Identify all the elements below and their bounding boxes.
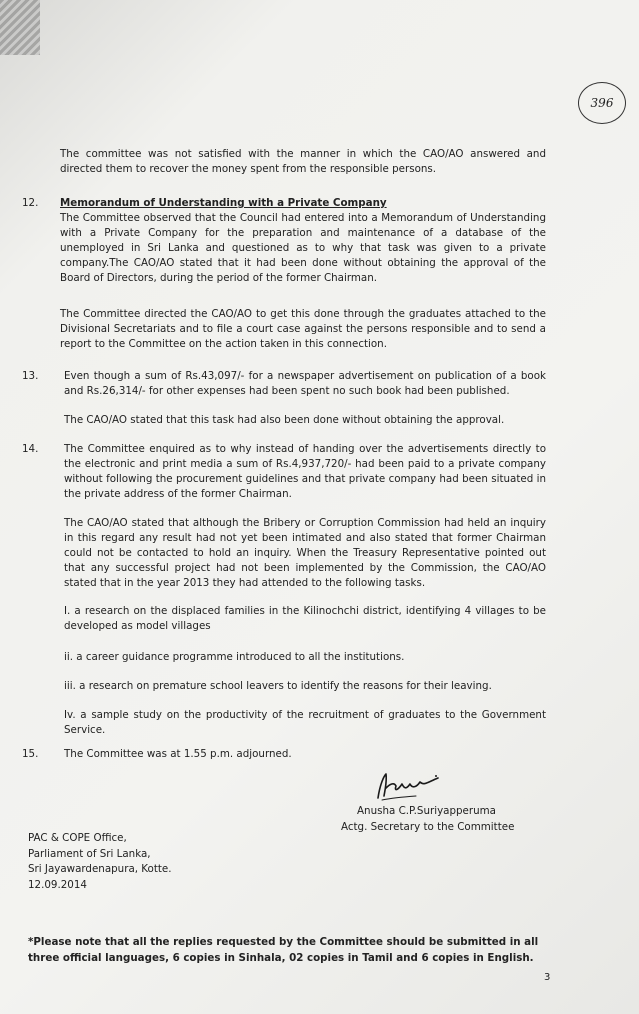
task-item: iii. a research on premature school leavers to identify the reasons for their leaving. — [64, 680, 492, 692]
address-line: Parliament of Sri Lanka, — [28, 847, 151, 860]
item-paragraph: The Committee enquired as to why instead of handing over the advertisements directly to the electronic and print media a sum of Rs.4,937,720/- had been paid to a private company without following the procurement guidelines and that private company had been situated in the private address of the former Chairman. — [64, 443, 546, 500]
task-item: Iv. a sample study on the productivity of the recruitment of graduates to the Government Service. — [64, 709, 546, 736]
item-number: 15. — [22, 748, 39, 760]
item-number: 14. — [22, 443, 39, 455]
intro-paragraph: The committee was not satisfied with the manner in which the CAO/AO answered and directed them to recover the money spent from the responsible persons. — [60, 148, 546, 175]
item-paragraph: The CAO/AO stated that this task had also been done without obtaining the approval. — [64, 414, 505, 426]
page-stamp-number: 396 — [590, 96, 614, 110]
item-number: 12. — [22, 197, 39, 209]
task-item: I. a research on the displaced families in the Kilinochchi district, identifying 4 villages to be developed as model villages — [64, 605, 546, 632]
item-paragraph: Even though a sum of Rs.43,097/- for a newspaper advertisement on publication of a book and Rs.26,314/- for other expenses had been spent no such book had been published. — [64, 370, 546, 397]
signer-name: Anusha C.P.Suriyapperuma — [357, 805, 496, 817]
page-corner-shadow — [0, 0, 40, 55]
address-line: PAC & COPE Office, — [28, 832, 127, 844]
item-paragraph: The CAO/AO stated that although the Bribery or Corruption Commission had held an inquiry in this regard any result had not yet been intimated and also stated that former Chairman could not be contacted to hold an inquiry. When the Treasury Representative pointed out that any successful project had not been implemented by the Commission, the CAO/AO stated that in the year 2013 they had attended to the following tasks. — [64, 517, 546, 589]
item-number: 13. — [22, 370, 39, 382]
item-title: Memorandum of Understanding with a Private Company — [60, 197, 387, 209]
item-paragraph: The Committee directed the CAO/AO to get this done through the graduates attached to the Divisional Secretariats and to file a court case against the persons responsible and to send a report to the Committee on the action taken in this connection. — [60, 308, 546, 350]
handwritten-signature-icon — [372, 770, 442, 804]
page-stamp — [578, 82, 626, 124]
office-address — [28, 831, 172, 893]
address-line: Sri Jayawardenapura, Kotte. — [28, 863, 172, 875]
page-number: 3 — [544, 972, 551, 983]
address-date: 12.09.2014 — [28, 878, 87, 891]
item-paragraph: The Committee was at 1.55 p.m. adjourned. — [64, 748, 292, 760]
item-paragraph: The Committee observed that the Council had entered into a Memorandum of Understanding with a Private Company for the preparation and maintenance of a database of the unemployed in Sri Lanka and questioned as to why that task was given to a private company.The CAO/AO stated that it had been done without obtaining the approval of the Board of Directors, during the period of the former Chairman. — [60, 212, 546, 284]
task-item: ii. a career guidance programme introduced to all the institutions. — [64, 651, 405, 663]
signer-title: Actg. Secretary to the Committee — [341, 821, 515, 833]
submission-note: *Please note that all the replies requested by the Committee should be submitted in all three official languages, 6 copies in Sinhala, 02 copies in Tamil and 6 copies in English. — [28, 936, 539, 965]
